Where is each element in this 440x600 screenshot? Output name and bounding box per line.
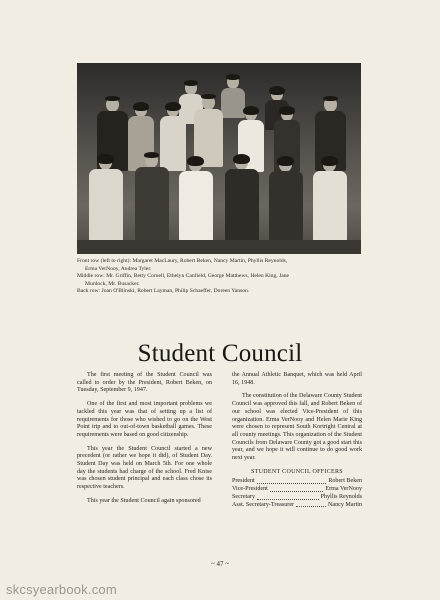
caption-front-row-cont: Erma VerNooy, Andrea Tyler. bbox=[85, 265, 152, 272]
caption-back-row: Back row: Joan O'Blinski, Robert Layman, Philip Schaeffer, Doreen Yanson. bbox=[77, 288, 250, 295]
officer-name: Robert Beken bbox=[328, 478, 362, 485]
officer-role: Secretary bbox=[232, 493, 256, 500]
officers-heading: STUDENT COUNCIL OFFICERS bbox=[251, 468, 343, 475]
officer-name: Erma VerNooy bbox=[325, 486, 362, 493]
caption-front-row: Front row (left to right): Margaret MacLaury, Robert Beken, Nancy Martin, Phyllis Reynolds, bbox=[77, 258, 288, 264]
paragraph: This year the Student Council again sponsored bbox=[87, 497, 201, 504]
watermark: skcsyearbook.com bbox=[6, 582, 117, 597]
paragraph: the Annual Athletic Banquet, which was held April 16, 1948. bbox=[232, 372, 362, 386]
paragraph: The first meeting of the Student Council was called to order by the President, Robert Beken, on Tuesday, September 9, 1947. bbox=[77, 372, 212, 394]
paragraph: This year the Student Council started a new precedent (or rather we hope it did), of Student Day. Student Day was held on March 5th. For one whole day the students had charge of the school. Fred Knise was chosen student principal and each class chose its respective teachers. bbox=[77, 445, 212, 491]
caption-middle-row-cont: Murdock, Mr. Busacker. bbox=[85, 280, 140, 287]
officer-role: Asst. Secretary-Treasurer bbox=[232, 501, 295, 508]
page-title: Student Council bbox=[137, 340, 303, 367]
officer-role: Vice-President bbox=[232, 486, 268, 493]
group-photo bbox=[77, 63, 361, 254]
photo-caption bbox=[77, 258, 367, 296]
right-column bbox=[232, 372, 362, 509]
caption-middle-row: Middle row: Mr. Griffin, Betty Cornell, Ethelyn Canfield, George Matthews, Helen King, Jane bbox=[77, 273, 290, 280]
paragraph: One of the first and most important problems we tackled this year was that of setting up a list of requirements for those who wished to go on the West Point trip and to out-of-town basketball games. These requirements were based on good citizenship. bbox=[77, 401, 212, 438]
officer-row bbox=[232, 478, 362, 486]
officer-role: President bbox=[232, 478, 255, 485]
page-number: ~ 47 ~ bbox=[210, 560, 230, 568]
officer-row bbox=[232, 502, 362, 510]
officer-row bbox=[232, 486, 362, 494]
officer-row bbox=[232, 494, 362, 502]
officer-name: Nancy Martin bbox=[327, 501, 362, 508]
paragraph: The constitution of the Delaware County Student Council was approved this fall, and Robert Beken of our school was elected Vice-President of this organization. Erma VerNooy and Helen Marie King were chosen to represent South Kortright Central at all county meetings. This organization of the Student Councils from Delaware County got a good start this year, and we hope it will continue to do good work next year. bbox=[232, 393, 362, 462]
officer-name: Phyllis Reynolds bbox=[320, 493, 362, 500]
left-column bbox=[77, 372, 212, 512]
